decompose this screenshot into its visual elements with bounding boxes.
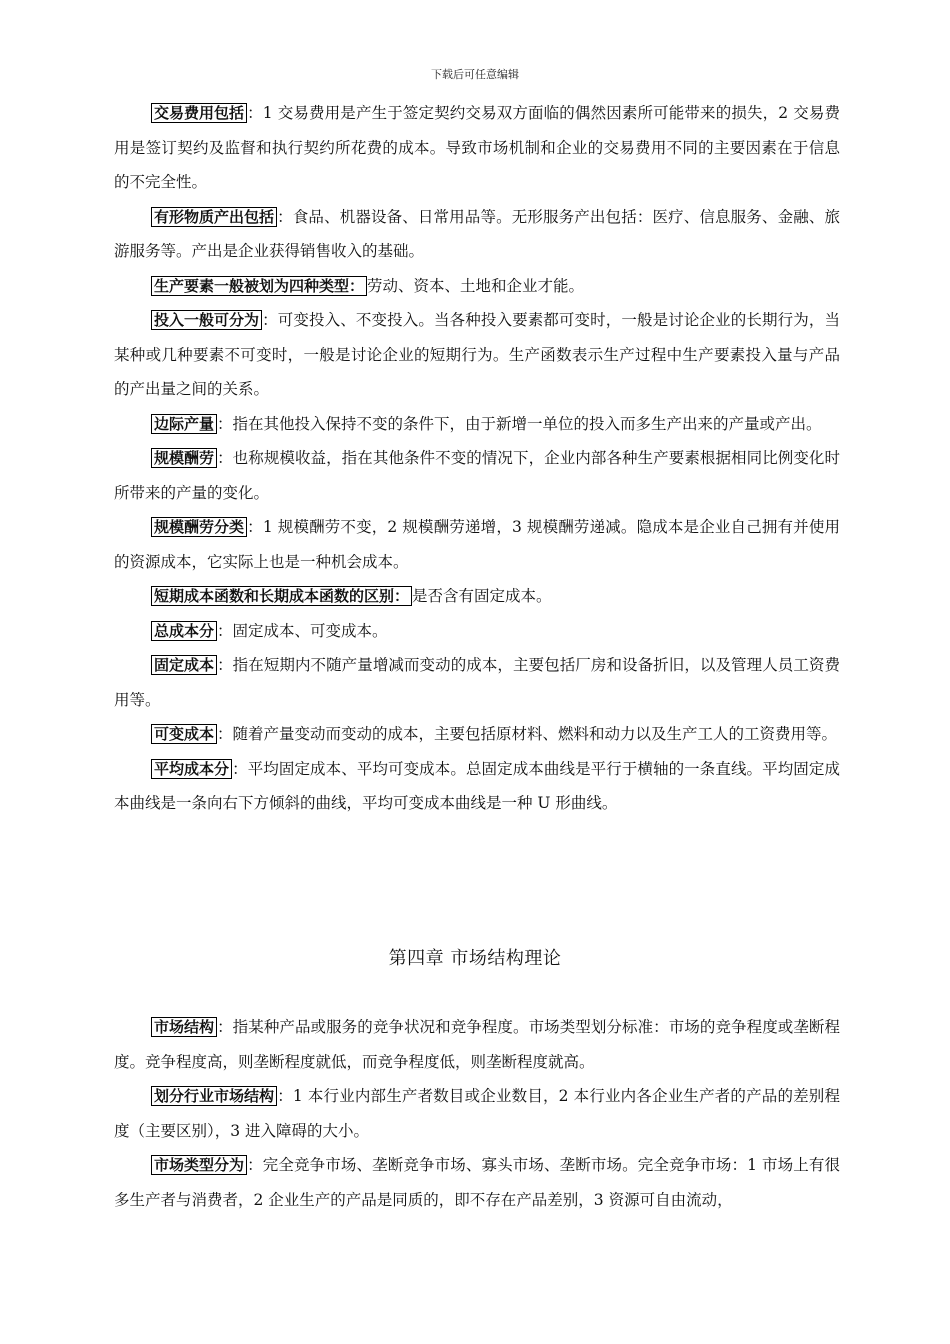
paragraph-tangible-output bbox=[114, 200, 840, 269]
paragraph-text: ：完全竞争市场、垄断竞争市场、寡头市场、垄断市场。完全竞争市场：1 市场上有很多生产者与消费者，2 企业生产的产品是同质的，即不存在产品差别，3 资源可自由流动， bbox=[114, 1156, 840, 1209]
paragraph-market-structure bbox=[114, 1010, 840, 1079]
term-label: 市场结构 bbox=[151, 1017, 217, 1037]
term-label: 市场类型分为 bbox=[151, 1155, 247, 1175]
term-label: 生产要素一般被划为四种类型： bbox=[151, 276, 367, 296]
paragraph-transaction-cost bbox=[114, 96, 840, 200]
term-label: 可变成本 bbox=[151, 724, 217, 744]
paragraph-text: 是否含有固定成本。 bbox=[412, 587, 552, 605]
paragraph-text: ：1 本行业内部生产者数目或企业数目，2 本行业内各企业生产者的产品的差别程度（主要区别），3 进入障碍的大小。 bbox=[114, 1087, 840, 1140]
paragraph-text: ：可变投入、不变投入。当各种投入要素都可变时，一般是讨论企业的长期行为，当某种或几种要素不可变时，一般是讨论企业的短期行为。生产函数表示生产过程中生产要素投入量与产品的产出量之间的关系。 bbox=[114, 311, 840, 398]
paragraph-text: ：也称规模收益，指在其他条件不变的情况下，企业内部各种生产要素根据相同比例变化时所带来的产量的变化。 bbox=[114, 449, 840, 502]
paragraph-average-cost bbox=[114, 752, 840, 821]
term-label: 划分行业市场结构 bbox=[151, 1086, 277, 1106]
paragraph-text: ：平均固定成本、平均可变成本。总固定成本曲线是平行于横轴的一条直线。平均固定成本曲线是一条向右下方倾斜的曲线，平均可变成本曲线是一种 U 形曲线。 bbox=[114, 759, 840, 812]
paragraph-text: ：固定成本、可变成本。 bbox=[217, 621, 388, 640]
paragraph-returns-classification bbox=[114, 510, 840, 579]
paragraph-text: ：指在其他投入保持不变的条件下，由于新增一单位的投入而多生产出来的产量或产出。 bbox=[217, 414, 822, 433]
paragraph-text: ：随着产量变动而变动的成本，主要包括原材料、燃料和动力以及生产工人的工资费用等。 bbox=[217, 725, 838, 743]
paragraph-market-types bbox=[114, 1148, 840, 1217]
paragraph-text: 劳动、资本、土地和企业才能。 bbox=[367, 276, 585, 295]
paragraph-inputs bbox=[114, 303, 840, 407]
term-label: 交易费用包括 bbox=[151, 103, 247, 123]
term-label: 短期成本函数和长期成本函数的区别： bbox=[151, 586, 412, 606]
term-label: 规模酬劳 bbox=[151, 448, 217, 468]
chapter-heading: 第四章 市场结构理论 bbox=[388, 948, 562, 969]
term-label: 边际产量 bbox=[151, 414, 217, 434]
term-label: 有形物质产出包括 bbox=[151, 207, 277, 227]
paragraph-variable-cost bbox=[114, 717, 840, 752]
paragraph-fixed-cost bbox=[114, 648, 840, 717]
section-body bbox=[114, 96, 840, 821]
paragraph-industry-structure bbox=[114, 1079, 840, 1148]
term-label: 总成本分 bbox=[151, 621, 217, 641]
paragraph-text: ：食品、机器设备、日常用品等。无形服务产出包括：医疗、信息服务、金融、旅游服务等。产出是企业获得销售收入的基础。 bbox=[114, 207, 840, 260]
term-label: 规模酬劳分类 bbox=[151, 517, 247, 537]
paragraph-cost-function-difference bbox=[114, 579, 840, 614]
term-label: 平均成本分 bbox=[151, 759, 232, 779]
chapter-body bbox=[114, 1010, 840, 1217]
paragraph-marginal-product bbox=[114, 407, 840, 442]
paragraph-returns-to-scale bbox=[114, 441, 840, 510]
paragraph-text: ：1 交易费用是产生于签定契约交易双方面临的偶然因素所可能带来的损失，2 交易费用是签订契约及监督和执行契约所花费的成本。导致市场机制和企业的交易费用不同的主要因素在于信息的不完全性。 bbox=[114, 104, 840, 191]
page-header: 下载后可任意编辑 bbox=[431, 68, 519, 81]
paragraph-text: ：指某种产品或服务的竞争状况和竞争程度。市场类型划分标准：市场的竞争程度或垄断程度。竞争程度高，则垄断程度就低，而竞争程度低，则垄断程度就高。 bbox=[114, 1018, 840, 1071]
term-label: 固定成本 bbox=[151, 655, 217, 675]
paragraph-text: ：指在短期内不随产量增减而变动的成本，主要包括厂房和设备折旧，以及管理人员工资费用等。 bbox=[114, 656, 840, 709]
term-label: 投入一般可分为 bbox=[151, 310, 262, 330]
paragraph-factors bbox=[114, 269, 840, 304]
paragraph-total-cost bbox=[114, 614, 840, 649]
paragraph-text: ：1 规模酬劳不变，2 规模酬劳递增，3 规模酬劳递减。隐成本是企业自己拥有并使用的资源成本，它实际上也是一种机会成本。 bbox=[114, 518, 840, 571]
